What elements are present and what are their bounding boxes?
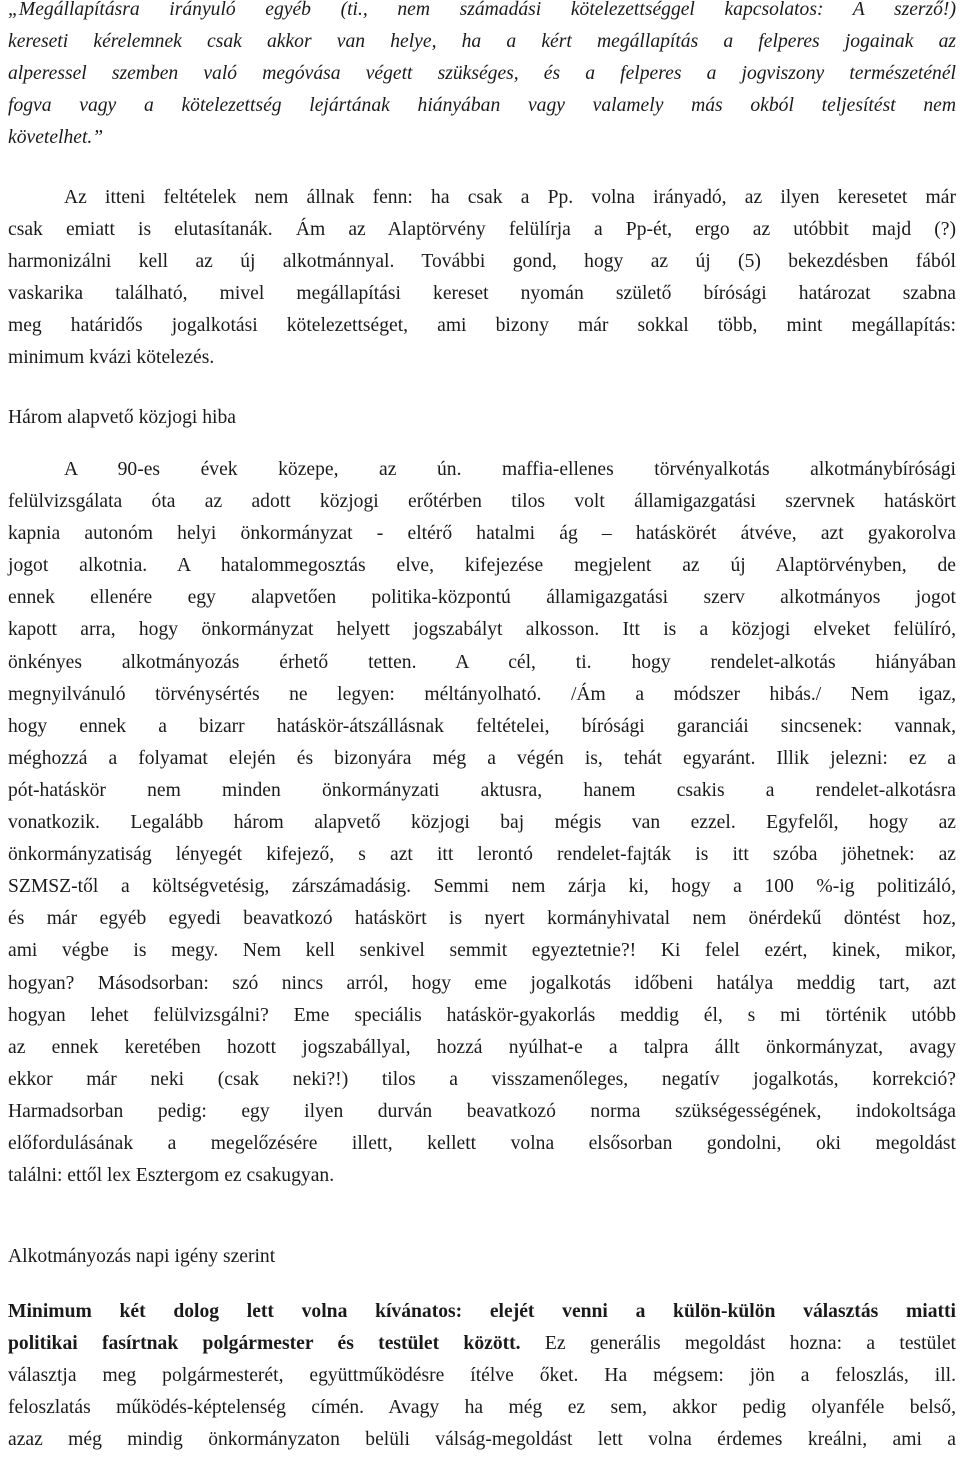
- text-line: vaskarika található, mivel megállapítási kereset nyomán születő bírósági határozat szabna: [8, 283, 956, 305]
- text-line: SZMSZ-től a költségvetésig, zárszámadásig. Semmi nem zárja ki, hogy a 100 %-ig politizáló,: [8, 876, 956, 898]
- text-line: meg határidős jogalkotási kötelezettséget, ami bizony már sokkal több, mint megállapítás:: [8, 315, 956, 337]
- text-line: minimum kvázi kötelezés.: [8, 347, 215, 369]
- text-line: fogva vagy a kötelezettség lejártának hiányában vagy valamely más okból teljesítést nem: [8, 95, 956, 117]
- text-line: önkormányzatiság lényegét kifejező, s azt itt lerontó rendelet-fajták is itt szóba jöhetnek: az: [8, 844, 956, 866]
- text-line: harmonizálni kell az új alkotmánnyal. További gond, hogy az új (5) bekezdésben fából: [8, 251, 956, 273]
- text-line: az ennek keretében hozott jogszabállyal, hozzá nyúlhat-e a talpra állt önkormányzat, avagy: [8, 1036, 956, 1058]
- text-line: kapnia autonóm helyi önkormányzat - eltérő hatalmi ág – hatáskörét átvéve, azt gyakorolva: [8, 523, 956, 545]
- text-line: felülvizsgálata óta az adott közjogi erőtérben tilos volt államigazgatási szervnek hatáskört: [8, 491, 956, 513]
- text-line: vonatkozik. Legalább három alapvető közjogi baj mégis van ezzel. Egyfelől, hogy az: [8, 812, 956, 834]
- text-line: kapott arra, hogy önkormányzat helyett jogszabályt alkosson. Itt is a közjogi elveket felülíró,: [8, 619, 956, 641]
- text-line: hogyan? Másodsorban: szó nincs arról, hogy eme jogalkotás időbeni hatálya meddig tart, azt: [8, 972, 956, 994]
- text-line: Az itteni feltételek nem állnak fenn: ha csak a Pp. volna irányadó, az ilyen keresetet már: [64, 187, 956, 208]
- section-heading: Alkotmányozás napi igény szerint: [8, 1246, 276, 1267]
- text-line: kereseti kérelemnek csak akkor van helye, ha a kért megállapítás a felperes jogainak az: [8, 31, 956, 53]
- text-line: hogyan lehet felülvizsgálni? Eme speciális hatáskör-gyakorlás meddig él, s mi történik utóbb: [8, 1004, 956, 1026]
- text-line: megnyilvánuló törvénysértés ne legyen: méltányolható. /Ám a módszer hibás./ Nem igaz,: [8, 683, 956, 705]
- paragraph: [8, 1296, 956, 1456]
- paragraph: [8, 454, 956, 1192]
- text-line: találni: ettől lex Esztergom ez csakugyan.: [8, 1165, 335, 1187]
- text-line: jogot alkotnia. A hatalommegosztás elve, kifejezése megjelent az új Alaptörvényben, de: [8, 555, 956, 577]
- text-span: Ez generális megoldást hozna: a testület: [520, 1333, 956, 1355]
- text-line: feloszlatás működés-képtelenség címén. Avagy ha még ez sem, akkor pedig olyanféle belső,: [8, 1397, 956, 1419]
- text-line: Minimum két dolog lett volna kívánatos: elejét venni a külön-külön választás miatti: [8, 1301, 956, 1322]
- text-line: „Megállapításra irányuló egyéb (ti., nem számadási kötelezettséggel kapcsolatos: A szerző!): [8, 0, 956, 20]
- text-line: önkényes alkotmányozás érhető tetten. A cél, ti. hogy rendelet-alkotás hiányában: [8, 651, 956, 673]
- text-line: és már egyéb egyedi beavatkozó hatáskört is nyert kormányhivatal nem önérdekű döntést hoz,: [8, 908, 956, 930]
- text-line: méghozzá a folyamat elején és bizonyára még a végén is, tehát egyaránt. Illik jelezni: ez a: [8, 747, 956, 769]
- text-line: A 90-es évek közepe, az ún. maffia-ellenes törvényalkotás alkotmánybírósági: [64, 459, 956, 480]
- quotation-paragraph: [8, 0, 956, 154]
- text-line: pót-hatáskör nem minden önkormányzati aktusra, hanem csakis a rendelet-alkotásra: [8, 779, 956, 801]
- text-line: ennek ellenére egy alapvetően politika-központú államigazgatási szerv alkotmányos jogot: [8, 587, 956, 609]
- text-line: csak emiatt is elutasítanák. Ám az Alaptörvény felülírja a Pp-ét, ergo az utóbbit majd (?): [8, 219, 956, 241]
- text-line: Harmadsorban pedig: egy ilyen durván beavatkozó norma szükségességének, indokoltsága: [8, 1100, 956, 1122]
- text-line: választja meg polgármesterét, együttműködésre ítélve őket. Ha mégsem: jön a feloszlás, ill.: [8, 1365, 956, 1387]
- paragraph: [8, 182, 956, 375]
- text-line: hogy ennek a bizarr hatáskör-átszállásnak feltételei, bírósági garanciái sincsenek: vannak,: [8, 715, 956, 737]
- text-line: követelhet.”: [8, 127, 104, 149]
- section-heading: Három alapvető közjogi hiba: [8, 407, 236, 428]
- text-line: [8, 1328, 956, 1360]
- text-line: előfordulásának a megelőzésére illett, kellett volna elsősorban gondolni, oki megoldást: [8, 1132, 956, 1154]
- text-line: ami végbe is megy. Nem kell senkivel semmit egyeztetnie?! Ki felel ezért, kinek, mikor,: [8, 940, 956, 962]
- text-line: azaz még mindig önkormányzaton belüli válság-megoldást lett volna érdemes kreálni, ami a: [8, 1429, 956, 1451]
- bold-text: politikai fasírtnak polgármester és testület között.: [8, 1333, 521, 1355]
- text-line: ekkor már neki (csak neki?!) tilos a visszamenőleges, negatív jogalkotás, korrekció?: [8, 1068, 956, 1090]
- text-line: alperessel szemben való megóvása végett szükséges, és a felperes a jogviszony természeténél: [8, 63, 956, 85]
